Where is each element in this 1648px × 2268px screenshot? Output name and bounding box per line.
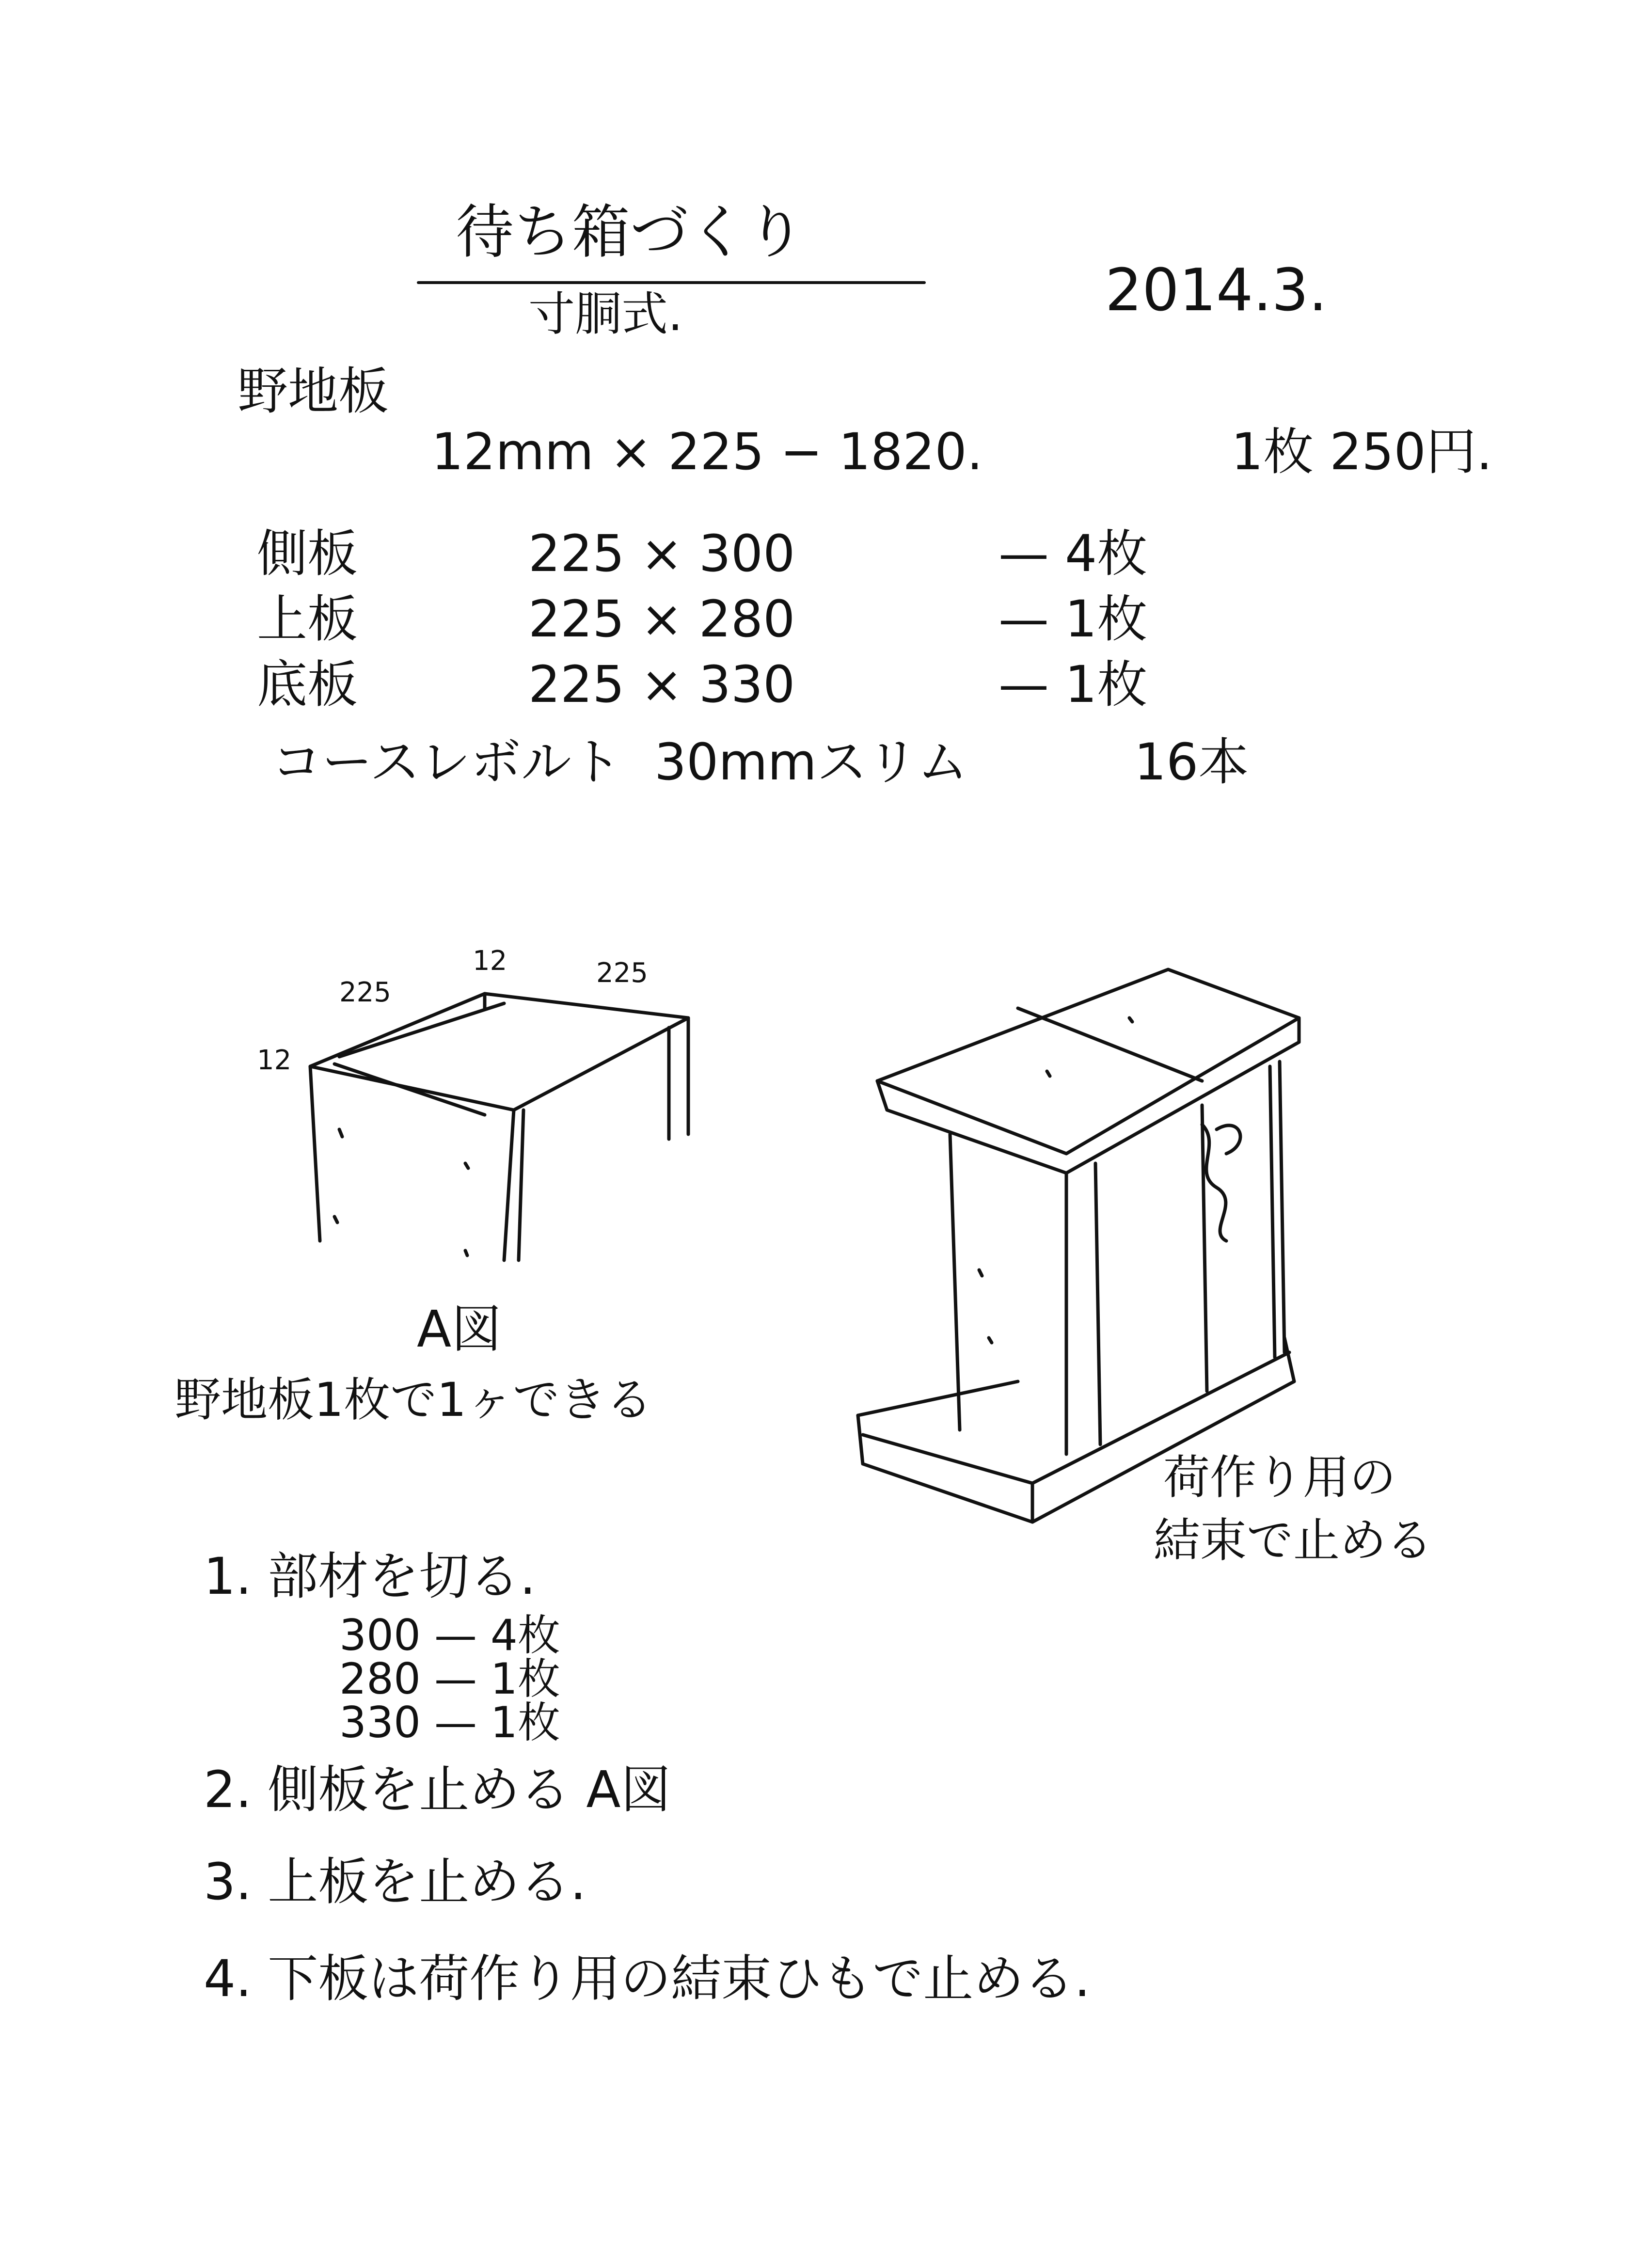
figure-b-annotation: 結束で止める: [1154, 1513, 1433, 1568]
part-qty: — 1枚: [998, 589, 1148, 649]
part-size: 225 × 330: [528, 655, 795, 714]
dim-label: 225: [339, 977, 391, 1008]
page-title: 待ち箱づくり: [456, 199, 805, 266]
cut-item: 330 — 1枚: [339, 1697, 560, 1747]
part-size: 225 × 280: [528, 589, 795, 649]
part-size: 225 × 300: [528, 524, 795, 583]
figure-a-caption: 野地板1枚で1ヶできる: [174, 1373, 653, 1427]
dim-label: 12: [473, 945, 507, 977]
material-name: 野地板: [238, 362, 389, 421]
figure-b-sketch: [858, 969, 1299, 1522]
part-qty: — 1枚: [998, 655, 1148, 714]
step-item: 3. 上板を止める.: [204, 1852, 586, 1911]
material-price: 1枚 250円.: [1231, 422, 1492, 481]
part-size: 30mmスリム: [654, 732, 968, 792]
part-qty: 16本: [1134, 732, 1249, 792]
part-name: 側板: [257, 524, 358, 583]
cut-item: 280 — 1枚: [339, 1654, 560, 1704]
step-item: 1. 部材を切る.: [204, 1547, 536, 1606]
part-name: コースレボルト: [271, 732, 622, 792]
dim-label: 225: [596, 957, 648, 989]
dim-label: 12: [257, 1045, 292, 1076]
part-name: 上板: [257, 589, 358, 649]
date: 2014.3.: [1105, 257, 1328, 324]
cut-item: 300 — 4枚: [339, 1610, 560, 1660]
material-spec: 12mm × 225 − 1820.: [431, 422, 983, 481]
figure-b-annotation: 荷作り用の: [1163, 1450, 1396, 1505]
part-name: 底板: [257, 655, 358, 714]
step-item: 4. 下板は荷作り用の結束ひもで止める.: [204, 1949, 1091, 2008]
part-qty: — 4枚: [998, 524, 1148, 583]
figure-a-sketch: [310, 994, 688, 1260]
figure-a-label: A図: [417, 1300, 502, 1359]
page-subtitle: 寸胴式.: [528, 287, 683, 341]
step-item: 2. 側板を止める A図: [204, 1760, 671, 1819]
